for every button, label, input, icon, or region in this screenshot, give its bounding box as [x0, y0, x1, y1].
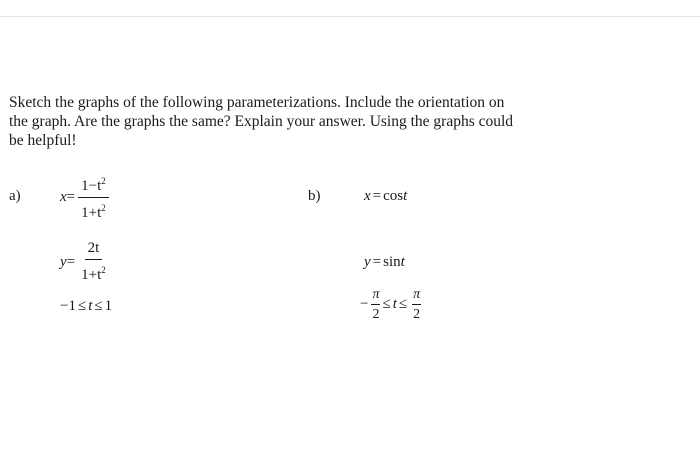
x-fraction	[78, 173, 109, 222]
part-a-label: a)	[9, 188, 21, 204]
prompt-line-1: Sketch the graphs of the following parameterizations. Include the orientation on	[9, 94, 505, 111]
y-denominator: $1+t^2$	[81, 265, 106, 283]
part-b-label: b)	[308, 188, 321, 204]
equals-sign: =	[66, 189, 76, 205]
x-numerator: $1-t^2$	[78, 173, 109, 198]
y-fraction	[78, 240, 109, 284]
y-variable: y	[60, 253, 67, 270]
y-numerator: 2t	[85, 240, 103, 260]
prompt-line-3: be helpful!	[9, 132, 77, 149]
x-variable: x	[60, 189, 67, 205]
top-edge	[0, 0, 700, 17]
part-a-x-equation	[60, 173, 109, 222]
part-a-range: −1 ≤ t ≤ 1	[60, 298, 113, 314]
part-b-x-equation: x = cos t	[364, 188, 408, 204]
part-a-y-equation	[60, 240, 109, 284]
equals-sign: =	[66, 253, 76, 270]
part-b-range: − $\frac{\pi}{2}$ ≤ t ≤ $\frac{\pi}{2}$	[360, 287, 421, 322]
pi-over-2: $\frac{\pi}{2}$	[413, 287, 421, 322]
neg-pi-over-2: $\frac{\pi}{2}$	[372, 287, 380, 322]
problem-statement	[9, 93, 599, 150]
prompt-line-2: the graph. Are the graphs the same? Explain your answer. Using the graphs could	[9, 113, 514, 130]
x-denominator: $1+t^2$	[81, 203, 106, 221]
part-b-y-equation: y = sin t	[364, 254, 405, 270]
